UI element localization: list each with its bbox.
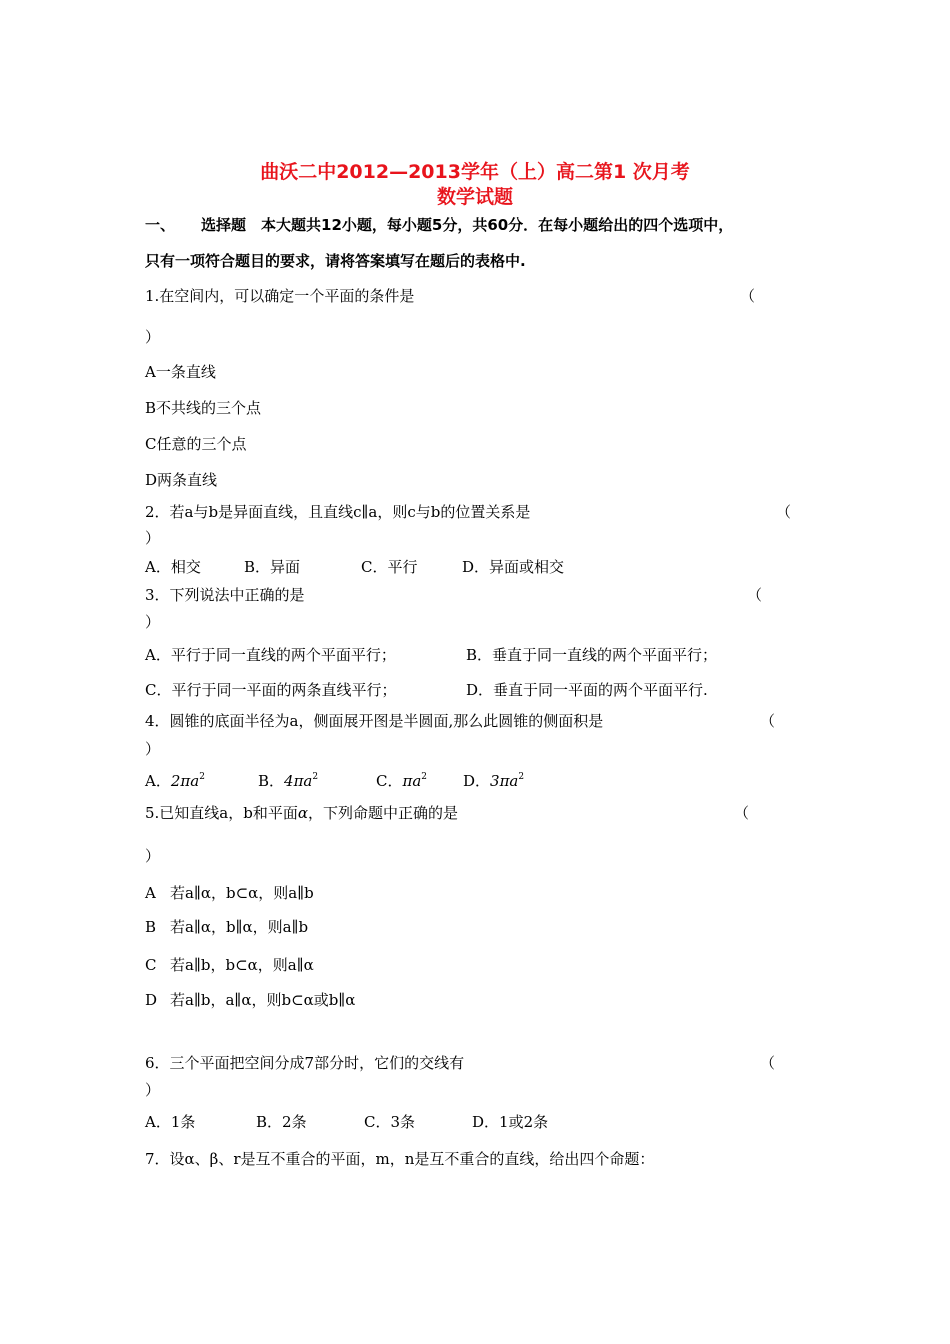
- question-7-stem: 7．设α、β、r是互不重合的平面，m，n是互不重合的直线，给出四个命题：: [145, 1150, 655, 1168]
- question-5-option-a-text: 若a∥α，b⊂α，则a∥b: [170, 884, 314, 902]
- question-1-paren-close: ）: [145, 328, 161, 346]
- question-4-option-a-exp: 2: [199, 772, 205, 782]
- question-4-option-c: [376, 771, 427, 791]
- question-5-option-c-label: C: [145, 956, 157, 974]
- question-4-option-b-exp: 2: [312, 772, 319, 782]
- question-4-option-d-exp: 2: [518, 772, 525, 782]
- question-5-option-b: [145, 917, 308, 937]
- question-4-option-a-label: A．: [145, 772, 171, 790]
- question-6-option-c: C．3条: [364, 1113, 416, 1131]
- question-3-paren-open: （: [747, 586, 763, 604]
- question-4-option-a-expr: πa: [180, 772, 200, 790]
- question-3-option-b: B．垂直于同一直线的两个平面平行；: [466, 646, 718, 664]
- question-1-option-d: D两条直线: [145, 471, 218, 489]
- question-6-option-a: A．1条: [145, 1113, 196, 1131]
- question-1-stem: 1.在空间内，可以确定一个平面的条件是: [145, 287, 415, 305]
- question-6-paren-close: ）: [145, 1081, 161, 1099]
- question-4-option-a-coef: 2: [170, 772, 181, 790]
- question-5-alpha-symbol: α: [297, 804, 308, 822]
- title-line-2: 数学试题: [436, 186, 513, 208]
- question-4-option-d: [463, 771, 524, 791]
- question-5-option-b-label: B: [145, 918, 157, 936]
- question-5-option-d-label: D: [145, 991, 158, 1009]
- question-4-option-b: [258, 771, 318, 791]
- question-4-option-b-label: B．: [258, 772, 285, 790]
- question-5-option-b-text: 若a∥α，b∥α，则a∥b: [170, 918, 309, 936]
- question-6-option-d: D．1或2条: [472, 1113, 549, 1131]
- section-number: 一、: [145, 216, 176, 234]
- question-4-option-b-coef: 4: [284, 772, 294, 790]
- question-4-option-c-label: C．: [376, 772, 403, 790]
- question-4-option-d-expr: πa: [499, 772, 519, 790]
- question-5-option-a-label: A: [145, 884, 156, 902]
- question-4-paren-close: ）: [145, 740, 161, 758]
- section-instructions-1: 选择题 本大题共12小题，每小题5分，共60分．在每小题给出的四个选项中，: [201, 216, 734, 234]
- title-line-1: 曲沃二中2012—2013学年（上）高二第1 次月考: [260, 161, 690, 183]
- question-4-option-d-coef: 3: [490, 772, 500, 790]
- question-2-paren-open: （: [776, 503, 792, 521]
- question-3-paren-close: ）: [145, 613, 161, 631]
- question-3-option-d: D．垂直于同一平面的两个平面平行.: [466, 681, 708, 699]
- question-6-stem: 6．三个平面把空间分成7部分时，它们的交线有: [145, 1054, 465, 1072]
- question-5-option-a: [145, 883, 314, 903]
- question-5-option-d: [145, 990, 355, 1010]
- question-2-paren-close: ）: [145, 529, 161, 547]
- question-2-option-b: B．异面: [244, 558, 301, 576]
- question-2-stem: 2．若a与b是异面直线，且直线c∥a，则c与b的位置关系是: [145, 503, 531, 521]
- question-4-option-a: [145, 771, 205, 791]
- question-4-stem: 4．圆锥的底面半径为a，侧面展开图是半圆面,那么此圆锥的侧面积是: [145, 712, 604, 730]
- question-5-option-c-text: 若a∥b，b⊂α，则a∥α: [170, 956, 314, 974]
- question-1-paren-open: （: [740, 287, 756, 305]
- question-5-stem: [145, 803, 458, 823]
- question-4-option-b-expr: πa: [293, 772, 313, 790]
- question-2-option-d: D．异面或相交: [462, 558, 565, 576]
- question-3-option-c: C．平行于同一平面的两条直线平行；: [145, 681, 397, 699]
- question-5-option-c: [145, 955, 314, 975]
- question-6-paren-open: （: [760, 1054, 776, 1072]
- question-1-option-a: A一条直线: [145, 363, 216, 381]
- question-5-paren-close: ）: [145, 847, 161, 865]
- question-2-option-a: A．相交: [145, 558, 201, 576]
- question-5-stem-b: ，下列命题中正确的是: [308, 804, 459, 822]
- question-4-paren-open: （: [760, 712, 776, 730]
- question-4-option-c-expr: πa: [402, 772, 422, 790]
- question-6-option-b: B．2条: [256, 1113, 307, 1131]
- question-3-option-a: A．平行于同一直线的两个平面平行；: [145, 646, 396, 664]
- section-instructions-2: 只有一项符合题目的要求，请将答案填写在题后的表格中.: [145, 252, 526, 270]
- question-1-option-b: B不共线的三个点: [145, 399, 262, 417]
- question-5-option-d-text: 若a∥b，a∥α，则b⊂α或b∥α: [170, 991, 356, 1009]
- question-3-stem: 3．下列说法中正确的是: [145, 586, 305, 604]
- question-5-stem-a: 5.已知直线a，b和平面: [145, 804, 298, 822]
- question-1-option-c: C任意的三个点: [145, 435, 247, 453]
- question-4-option-c-exp: 2: [421, 772, 428, 782]
- question-5-paren-open: （: [734, 804, 750, 822]
- question-4-option-d-label: D．: [463, 772, 491, 790]
- question-2-option-c: C．平行: [361, 558, 418, 576]
